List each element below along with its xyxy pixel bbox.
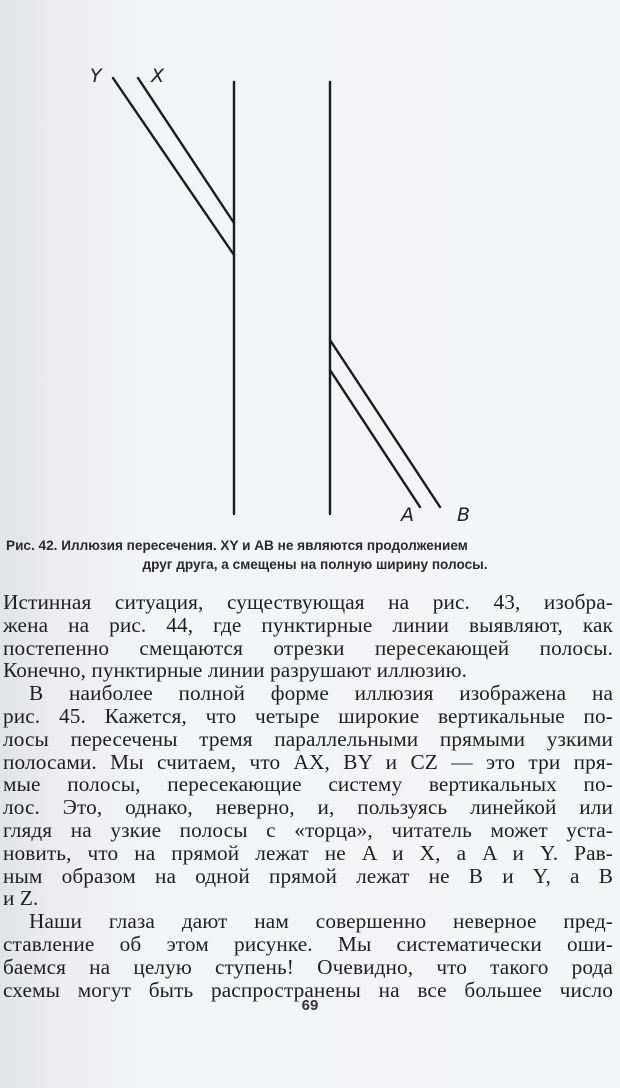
diagonal-y-line: [113, 78, 234, 255]
text-line: и Z.: [3, 886, 39, 911]
text-line: схемы могут быть распространены на все большее число: [3, 977, 613, 1002]
label-a: A: [401, 504, 414, 526]
text-line: жена на рис. 44, где пунктирные линии выявляют, как: [3, 612, 613, 637]
label-x: X: [151, 65, 165, 87]
text-line: Истинная ситуация, существующая на рис. 43, изобра-: [3, 590, 613, 614]
diagonal-x-line: [138, 78, 234, 223]
text-line: В наиболее полной форме иллюзия изображена на: [29, 681, 613, 706]
text-line: постепенно смещаются отрезки пересекающей полосы.: [3, 635, 613, 660]
body-text: [3, 591, 613, 1001]
text-line: глядя на узкие полосы с «торца», читатель может уста-: [3, 817, 613, 842]
text-line: лосы пересечены тремя параллельными прямыми узкими: [3, 726, 613, 751]
caption-line-1: Рис. 42. Иллюзия пересечения. XY и AB не являются продолжением: [6, 538, 468, 553]
diagonal-a-line: [330, 370, 420, 507]
page-number: 69: [301, 997, 319, 1014]
figure-caption: [6, 536, 614, 574]
text-line: ставление об этом рисунке. Мы систематически оши-: [3, 931, 613, 956]
text-line: Конечно, пунктирные линии разрушают иллюзию.: [3, 658, 468, 683]
caption-line-2: друг друга, а смещены на полную ширину полосы.: [142, 557, 488, 572]
label-b: B: [457, 504, 471, 526]
text-line: мые полосы, пересекающие систему вертикальных по-: [3, 772, 613, 797]
text-line: лос. Это, однако, неверно, и, пользуясь линейкой или: [3, 795, 613, 820]
diagonal-b-line: [330, 340, 440, 507]
text-line: ным образом на одной прямой лежат не B и Y, а B: [3, 863, 613, 888]
text-line: полосами. Мы считаем, что AX, BY и CZ — это три пря-: [3, 749, 613, 774]
text-line: Наши глаза дают нам совершенно неверное пред-: [29, 909, 613, 934]
label-y: Y: [90, 65, 102, 87]
text-line: новить, что на прямой лежат не A и X, а A и Y. Рав-: [3, 840, 613, 865]
figure-42: [0, 0, 620, 530]
text-line: рис. 45. Кажется, что четыре широкие вертикальные по-: [3, 703, 613, 728]
text-line: баемся на целую ступень! Очевидно, что такого рода: [3, 954, 613, 979]
